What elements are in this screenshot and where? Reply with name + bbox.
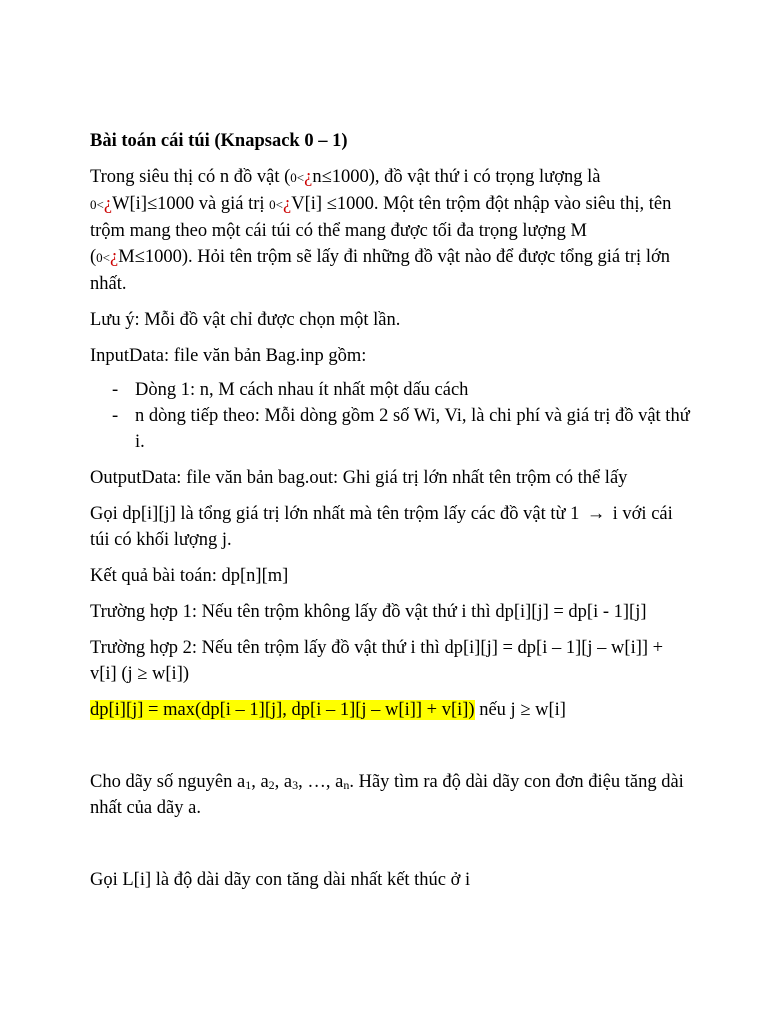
text-run: nếu j ≥ w[i] — [474, 700, 566, 720]
result-paragraph: Kết quả bài toán: dp[n][m] — [90, 566, 289, 586]
dp-definition — [90, 501, 690, 553]
list-item — [90, 403, 690, 455]
heading-knapsack: Bài toán cái túi (Knapsack 0 – 1) — [90, 131, 348, 151]
text-run: W[i]≤1000 và giá trị — [112, 194, 270, 214]
case-one: Trường hợp 1: Nếu tên trộm không lấy đồ vật thứ i thì dp[i][j] = dp[i - 1][j] — [90, 602, 647, 622]
text-run: V[i] ≤1000. Một tên trộm đột nhập vào siêu thị, tên trộm mang theo một cái túi có thể mang được tối đa trọng lượng M ( — [90, 194, 672, 267]
text-run: , a — [274, 772, 293, 792]
text-run: ¿ — [103, 194, 113, 214]
list-item-text: n dòng tiếp theo: Mỗi dòng gồm 2 số Wi, Vi, là chi phí và giá trị đồ vật thứ i. — [135, 406, 690, 452]
text-run: 0< — [90, 197, 104, 212]
note-paragraph: Lưu ý: Mỗi đồ vật chỉ được chọn một lần. — [90, 310, 401, 330]
text-run: 0< — [96, 250, 111, 265]
text-run: M≤1000). Hỏi tên trộm sẽ lấy đi những đồ vật nào để được tổng giá trị lớn nhất. — [90, 247, 670, 294]
subscript: 3 — [292, 778, 299, 792]
text-run: . Hãy tìm ra độ dài dãy con đơn điệu tăng dài nhất của dãy a. — [90, 772, 684, 818]
text-run: n≤1000), đồ vật thứ i có trọng lượng là — [312, 167, 601, 187]
subscript: n — [343, 778, 350, 792]
text-run: 0< — [290, 170, 305, 185]
output-description: OutputData: file văn bản bag.out: Ghi giá trị lớn nhất tên trộm có thể lấy — [90, 468, 628, 488]
text-run: , …, a — [298, 772, 344, 792]
text-run: ¿ — [110, 247, 119, 267]
subscript: 2 — [268, 778, 275, 792]
highlighted-formula: dp[i][j] = max(dp[i – 1][j], dp[i – 1][j – w[i]] + v[i]) — [90, 700, 475, 720]
lis-problem — [90, 769, 690, 821]
input-description: InputData: file văn bản Bag.inp gồm: — [90, 346, 367, 366]
list-item — [90, 377, 690, 403]
text-run: Cho dãy số nguyên a — [90, 772, 246, 792]
text-run: Trong siêu thị có n đồ vật ( — [90, 167, 291, 187]
text-run: ¿ — [283, 194, 292, 214]
input-format-list — [90, 377, 690, 455]
recurrence-formula — [90, 697, 690, 723]
text-run: ¿ — [304, 167, 313, 187]
problem-statement — [90, 164, 690, 297]
text-run: 0< — [269, 197, 283, 212]
dash-bullet: - — [112, 380, 119, 400]
list-item-text: Dòng 1: n, M cách nhau ít nhất một dấu cách — [135, 380, 469, 400]
subscript: 1 — [245, 778, 252, 792]
text-run: , a — [251, 772, 269, 792]
lis-definition: Gọi L[i] là độ dài dãy con tăng dài nhất kết thúc ở i — [90, 870, 471, 890]
document-body — [90, 128, 690, 903]
case-two: Trường hợp 2: Nếu tên trộm lấy đồ vật thứ i thì dp[i][j] = dp[i – 1][j – w[i]] + v[i] (j ≥ w[i]) — [90, 638, 664, 684]
dash-bullet: - — [112, 406, 119, 426]
text-run: Gọi dp[i][j] là tổng giá trị lớn nhất mà tên trộm lấy các đồ vật từ 1 — [90, 504, 584, 524]
text-run: i với cái túi có khối lượng j. — [90, 504, 673, 550]
right-arrow-icon: → — [586, 504, 606, 524]
